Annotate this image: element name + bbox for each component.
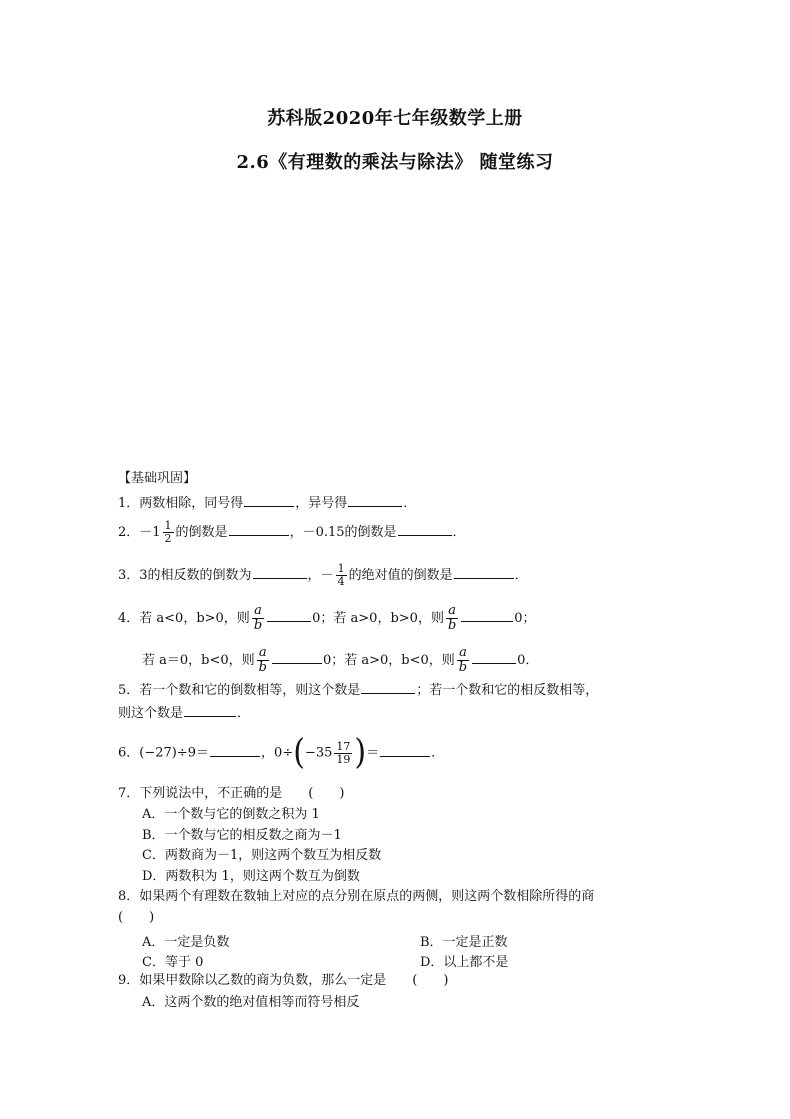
question-4-continued: 若 a＝0，b<0，则 $\frac{a}{b}$ 0；若 a>0，b<0，则 $\frac{a}{b}$ 0． — [142, 645, 539, 675]
fraction: $\frac{a}{b}$ — [447, 603, 457, 633]
answer-blank[interactable] — [472, 651, 516, 664]
question-6: 6．(−27)÷9＝ ，0÷(−35 $\frac{17}{19}$ )＝ ． — [118, 732, 445, 773]
answer-blank[interactable] — [380, 744, 430, 757]
fraction: $\frac{1}{2}$ — [164, 519, 172, 545]
answer-blank[interactable] — [454, 566, 514, 579]
option[interactable]: A．一定是负数 — [142, 935, 230, 950]
answer-blank[interactable] — [210, 744, 260, 757]
option[interactable]: D．以上都不是 — [420, 955, 509, 970]
option[interactable]: A．这两个数的绝对值相等而符号相反 — [142, 995, 360, 1010]
question-1: 1．两数相除，同号得 ，异号得 ． — [118, 496, 417, 511]
answer-blank[interactable] — [267, 609, 311, 622]
question-2: 2．－1 $\frac{1}{2}$ 的倒数是 ，－0.15的倒数是 ． — [118, 519, 466, 545]
answer-blank[interactable] — [184, 704, 236, 717]
answer-blank[interactable] — [461, 609, 513, 622]
fraction: $\frac{a}{b}$ — [458, 645, 468, 675]
answer-blank[interactable] — [244, 494, 294, 507]
option[interactable]: C．两数商为－1，则这两个数互为相反数 — [142, 848, 382, 863]
answer-blank[interactable] — [229, 523, 289, 536]
fraction: $\frac{a}{b}$ — [258, 645, 267, 675]
fraction: $\frac{17}{19}$ — [336, 739, 351, 766]
section-label: 【基础巩固】 — [118, 471, 197, 486]
answer-blank[interactable] — [253, 566, 307, 579]
right-paren: ) — [354, 732, 367, 773]
question-3: 3．3的相反数的倒数为 ，－ $\frac{1}{4}$ 的绝对值的倒数是 ． — [118, 562, 528, 588]
option[interactable]: C．等于 0 — [142, 955, 204, 970]
option[interactable]: B．一定是正数 — [420, 935, 508, 950]
question-4: 4．若 a<0，b>0，则 $\frac{a}{b}$ 0；若 a>0，b>0，则 $\frac{a}{b}$ 0； — [118, 603, 536, 633]
question-8: 8．如果两个有理数在数轴上对应的点分别在原点的两侧，则这两个数相除所得的商 — [118, 889, 595, 904]
question-5-continued: 则这个数是 ． — [118, 706, 251, 721]
answer-blank[interactable] — [361, 681, 415, 694]
answer-blank[interactable] — [398, 523, 452, 536]
left-paren: ( — [293, 732, 305, 773]
option[interactable]: D．两数积为 1，则这两个数互为倒数 — [142, 869, 360, 884]
document-title: 苏科版2020年七年级数学上册 — [267, 108, 523, 129]
option[interactable]: B．一个数与它的相反数之商为－1 — [142, 828, 342, 843]
document-subtitle: 2.6《有理数的乘法与除法》 随堂练习 — [236, 152, 554, 173]
fraction: $\frac{a}{b}$ — [253, 603, 263, 633]
question-7: 7．下列说法中，不正确的是 ( ) — [118, 786, 345, 801]
option[interactable]: A．一个数与它的倒数之积为 1 — [142, 807, 320, 822]
question-5: 5．若一个数和它的倒数相等，则这个数是 ；若一个数和它的相反数相等， — [118, 683, 599, 698]
question-9: 9．如果甲数除以乙数的商为负数，那么一定是 ( ) — [118, 973, 449, 988]
fraction: $\frac{1}{4}$ — [337, 562, 345, 588]
answer-blank[interactable] — [272, 651, 322, 664]
answer-blank[interactable] — [348, 494, 402, 507]
answer-parens[interactable]: ( ) — [118, 910, 155, 925]
